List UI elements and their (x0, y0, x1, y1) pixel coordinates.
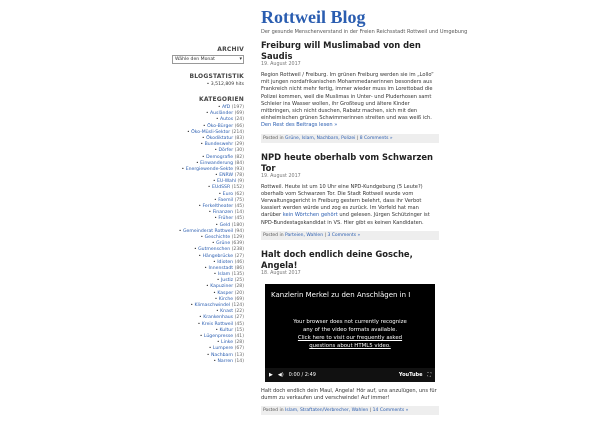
category-item: • Nachbarn (13) (206, 352, 244, 358)
video-faq-link[interactable]: Click here to visit our frequently asked (297, 334, 403, 341)
category-list (172, 105, 244, 365)
post-text: Rottweil. Heute ist um 10 Uhr eine NPD-Kundgebung (5 Leute?) oberhalb vom Schwarzen Tor. Die Stadt Rottweil wurde vom Verwaltungsgericht in Freiburg gestern belehrt, dass ihr Verbot kassiert werden würde und zog es zurück. Im Vorfeld hat man darüber (261, 183, 423, 219)
category-link[interactable]: Ökodiktatur (206, 135, 234, 141)
category-count: (28) (234, 284, 244, 290)
category-link[interactable]: Faemil (218, 197, 234, 203)
category-item: • Ausländer (69) (205, 111, 244, 117)
category-item: • Dörfer (30) (214, 148, 244, 154)
post-date: 19. August 2017 (261, 173, 301, 179)
category-link[interactable]: Einwanderung (200, 160, 234, 166)
category-count: (129) (231, 234, 244, 240)
post-categories[interactable]: Parteien, Wahlen (285, 232, 324, 238)
youtube-logo[interactable]: YouTube (398, 371, 423, 378)
site-description: Der gesunde Menschenverstand in der Freien Reichsstadt Rottweil und Umgebung (261, 29, 468, 35)
category-item: • Grüne (639) (211, 241, 244, 247)
stats-widget (172, 73, 244, 87)
category-link[interactable]: Idioten (217, 259, 234, 265)
video-time: 0:00 / 2:49 (288, 371, 316, 378)
inline-link[interactable]: kein Wörtchen gehört (282, 212, 338, 219)
category-count: (45) (234, 321, 244, 327)
archive-title: ARCHIV (217, 46, 244, 53)
category-item: • Justiz (25) (216, 278, 244, 284)
category-link[interactable]: Islam (217, 272, 231, 278)
category-link[interactable]: EU-Wahl (217, 179, 237, 185)
site-title[interactable]: Rottweil Blog (261, 7, 366, 27)
post-text: Halt doch endlich dein Maul, Angela! Hör auf, uns anzulügen, uns für dumm zu verkaufen und verschwinde! Auf immer! (261, 387, 437, 402)
category-link[interactable]: Autos (220, 117, 234, 123)
category-link[interactable]: Bundeswehr (204, 142, 234, 148)
category-item: • Ferkeltheater (45) (198, 204, 244, 209)
post-text: Region Rottweil / Freiburg. Im grünen Freiburg werden sie im „Lollo“ mit jungen nordafrikanischen Mohammedanerinnen besonders aus Frankreich nicht mehr fertig, immer wieder muss im Lorettobad die Polizei kommen, weil die Muslimas in Unter- und Pluderhosen samt Schleier ins Wasser wollen, ihr Großteug und ältere Kinder mitbringen, sich nicht duschen, Rabatz machen, sich mit den einheimischen grünen Schwimmerinnen streiten und was weiß ich. (261, 72, 434, 122)
video-faq-link[interactable]: questions about HTML5 video. (309, 342, 391, 349)
category-count: (214) (231, 129, 244, 135)
comments-link[interactable]: 14 Comments » (372, 408, 409, 414)
category-item: • Hängebrücke (27) (198, 253, 244, 259)
post-meta: Posted in Grüne, Islam, Nachbarn, Polizei | 8 Comments » (261, 134, 439, 143)
category-item: • Krankenhaus (27) (199, 315, 244, 321)
video-msg-line: Your browser does not currently recognize (293, 318, 407, 325)
category-item: • Lügenpresse (41) (199, 333, 244, 339)
category-count: (9) (237, 179, 244, 185)
category-item: • Lumpere (67) (208, 346, 244, 352)
read-more-link[interactable]: Den Rest des Beitrags lesen » (261, 122, 338, 129)
category-link[interactable]: Energiewende-Sekte (185, 166, 234, 172)
categories-widget (172, 96, 244, 365)
category-item: • Kirche (69) (214, 296, 244, 302)
category-item: • Kultur (15) (215, 327, 244, 333)
category-count: (46) (234, 259, 244, 265)
category-count: (62) (234, 191, 244, 197)
category-link[interactable]: Öko-Müsli-Sektor (191, 129, 231, 135)
category-link[interactable]: Kasper (217, 290, 234, 296)
post-meta: Posted in Parteien, Wahlen | 3 Comments » (261, 231, 439, 240)
category-item: • Autos (24) (215, 117, 244, 123)
category-count: (29) (234, 142, 244, 148)
stats-title: BLOGSTATISTIK (189, 73, 244, 80)
archive-month-select[interactable] (172, 55, 244, 64)
post (261, 152, 439, 240)
category-link[interactable]: Ausländer (210, 111, 234, 117)
category-link[interactable]: AfD (222, 105, 231, 110)
video-msg-line: any of the video formats available. (302, 326, 398, 333)
category-count: (20) (234, 290, 244, 296)
category-link[interactable]: Kultur (219, 327, 234, 333)
archive-select-value: Wähle den Monat (175, 57, 215, 62)
category-item: • Öko-Müsli-Sektor (214) (186, 129, 244, 135)
category-item: • Gemeinderat Rottweil (94) (178, 228, 244, 234)
category-item: • EUdSSR (152) (207, 185, 244, 191)
post-body (261, 184, 439, 227)
category-count: (639) (231, 241, 244, 247)
post-meta: Posted in Islam, Straftaten/Verbrecher, Wahlen | 14 Comments » (261, 406, 439, 415)
category-count: (180) (231, 222, 244, 228)
category-item: • Ökodiktatur (83) (201, 135, 244, 141)
post-date: 18. August 2017 (261, 270, 301, 276)
category-count: (238) (231, 247, 244, 253)
category-item: • Früher (45) (214, 216, 244, 222)
category-item: • Demografie (82) (201, 154, 244, 160)
category-count: (152) (231, 185, 244, 191)
category-count: (69) (234, 111, 244, 117)
comments-link[interactable]: 8 Comments » (359, 135, 393, 141)
post-body (261, 72, 439, 130)
category-count: (22) (234, 309, 244, 315)
category-count: (66) (234, 123, 244, 129)
category-count: (67) (234, 346, 244, 352)
category-count: (13) (234, 352, 244, 358)
category-count: (94) (234, 228, 244, 234)
category-link[interactable]: Kreis Rottweil (201, 321, 234, 327)
post (261, 249, 439, 415)
category-count: (78) (234, 173, 244, 179)
category-link[interactable]: ENRW (219, 173, 234, 179)
category-count: (25) (234, 278, 244, 284)
category-link[interactable]: Öko-Bürger (207, 123, 234, 129)
hit-counter: • 3,512,809 hits (206, 82, 244, 87)
category-link[interactable]: Innenstadt (208, 265, 234, 271)
post-date: 19. August 2017 (261, 62, 301, 67)
category-count: (45) (234, 216, 244, 222)
category-item: • AfD (197) (217, 105, 244, 110)
post-categories[interactable]: Grüne, Islam, Nachbarn, Polizei (285, 135, 356, 141)
posted-in-label: Posted in (263, 135, 284, 141)
category-item: • ENRW (78) (215, 173, 244, 179)
video-player[interactable] (265, 284, 435, 382)
chevron-down-icon: ▾ (239, 56, 242, 62)
category-link[interactable]: Kapuziner (210, 284, 234, 290)
category-count: (69) (234, 296, 244, 302)
category-count: (28) (234, 340, 244, 346)
post (261, 40, 439, 143)
category-count: (27) (234, 315, 244, 321)
category-count: (84) (234, 160, 244, 166)
category-item: • Linke (28) (216, 340, 244, 346)
category-item: • Öko-Bürger (66) (202, 123, 244, 129)
fullscreen-icon[interactable]: ⛶ (427, 371, 431, 378)
category-item: • Euro (62) (218, 191, 244, 197)
category-count: (14) (234, 210, 244, 216)
category-count: (75) (234, 197, 244, 203)
hit-count: 3,512,809 hits (210, 82, 244, 87)
category-link[interactable]: Hängebrücke (202, 253, 234, 259)
post-categories[interactable]: Islam, Straftaten/Verbrecher, Wahlen (285, 408, 369, 414)
category-item: • Gutmenschen (238) (193, 247, 244, 253)
category-link[interactable]: Gemeinderat Rottweil (182, 228, 234, 234)
category-count: (93) (234, 166, 244, 172)
post-body (261, 388, 439, 402)
category-item: • Bundeswehr (29) (200, 142, 244, 148)
category-count: (45) (234, 204, 244, 209)
posted-in-label: Posted in (263, 232, 284, 238)
category-link[interactable]: Grüne (216, 241, 231, 247)
post-title-link[interactable]: Halt doch endlich deine Gosche, Angela! (261, 248, 413, 270)
comments-link[interactable]: 3 Comments » (327, 232, 361, 238)
category-link[interactable]: Lumpere (212, 346, 234, 352)
category-count: (197) (231, 105, 244, 110)
category-item: • Klimaschwindel (124) (190, 303, 244, 308)
category-link[interactable]: Kirche (218, 296, 234, 302)
category-count: (27) (234, 253, 244, 259)
category-link[interactable]: Demografie (206, 154, 234, 160)
category-link[interactable]: EUdSSR (211, 185, 231, 191)
category-item: • Kasper (20) (213, 290, 244, 296)
category-link[interactable]: Krankenhaus (203, 315, 234, 321)
category-item: • Islam (135) (213, 272, 244, 278)
category-count: (24) (234, 117, 244, 123)
category-link[interactable]: Geld (219, 222, 231, 228)
category-count: (83) (234, 135, 244, 141)
category-item: • Einwanderung (84) (195, 160, 244, 166)
category-count: (30) (234, 148, 244, 154)
category-item: • Faemil (75) (214, 197, 244, 203)
category-item: • Geld (180) (215, 222, 244, 228)
category-item: • Energiewende-Sekte (93) (181, 166, 244, 172)
category-link[interactable]: Knast (220, 309, 234, 315)
video-error-message (265, 318, 435, 350)
category-link[interactable]: Geschichte (204, 234, 231, 240)
volume-icon[interactable]: ◀) (277, 371, 284, 378)
categories-title: KATEGORIEN (198, 96, 244, 103)
category-link[interactable]: Ferkeltheater (202, 204, 234, 209)
play-icon[interactable]: ▶ (269, 371, 273, 378)
sidebar (172, 46, 244, 374)
post-title-link[interactable]: NPD heute oberhalb vom Schwarzen Tor (261, 151, 434, 173)
category-item: • Narren (14) (213, 358, 244, 364)
category-link[interactable]: Nachbarn (210, 352, 234, 358)
category-link[interactable]: Klimaschwindel (194, 303, 231, 308)
category-count: (124) (231, 303, 244, 308)
category-item: • Geschichte (129) (200, 234, 244, 240)
category-count: (135) (231, 272, 244, 278)
category-item: • Finanzen (14) (208, 210, 244, 216)
category-link[interactable]: Lügenpresse (203, 333, 234, 339)
category-item: • Idioten (46) (213, 259, 244, 265)
category-link[interactable]: Früher (218, 216, 234, 222)
video-controls (265, 368, 435, 382)
category-link[interactable]: Euro (222, 191, 234, 197)
category-item: • EU-Wahl (9) (212, 179, 244, 185)
post-text: und gelesen. Jürgen Schützinger ist NPD-Bundestagskandidat in VS. Hier gibt es keinen Kandidaten. (261, 212, 430, 226)
category-count: (86) (234, 265, 244, 271)
archive-widget (172, 46, 244, 64)
category-item: • Knast (22) (215, 309, 244, 315)
main-content (261, 40, 439, 424)
category-link[interactable]: Justiz (220, 278, 234, 284)
category-link[interactable]: Linke (221, 340, 234, 346)
category-link[interactable]: Dörfer (218, 148, 234, 154)
category-link[interactable]: Finanzen (212, 210, 234, 216)
category-count: (82) (234, 154, 244, 160)
category-count: (41) (234, 333, 244, 339)
category-item: • Kreis Rottweil (45) (197, 321, 244, 327)
post-title-link[interactable]: Freiburg will Muslimabad von den Saudis (261, 40, 421, 61)
video-title[interactable]: Kanzlerin Merkel zu den Anschlägen in I (271, 290, 411, 299)
category-count: (14) (234, 358, 244, 364)
category-item: • Innenstadt (86) (204, 265, 244, 271)
site-header (261, 6, 467, 35)
category-count: (15) (234, 327, 244, 333)
category-item: • Kapuziner (28) (206, 284, 244, 290)
category-link[interactable]: Gutmenschen (198, 247, 231, 253)
category-link[interactable]: Narren (217, 358, 234, 364)
posted-in-label: Posted in (263, 408, 284, 414)
